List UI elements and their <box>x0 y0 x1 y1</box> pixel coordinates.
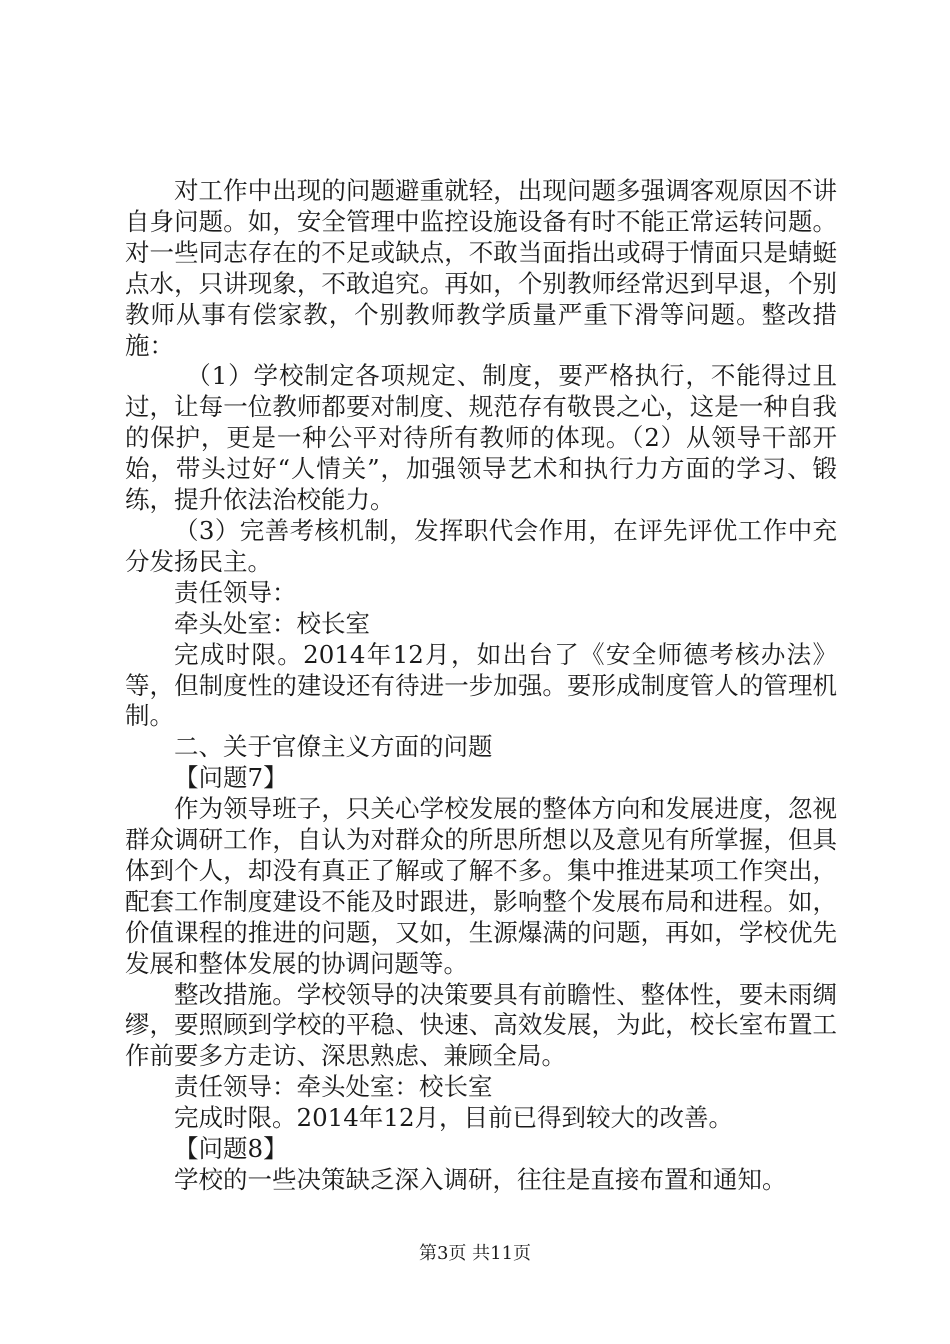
paragraph: 责任领导：牵头处室：校长室 <box>174 1072 493 1102</box>
paragraph: 整改措施。学校领导的决策要具有前瞻性、整体性，要未雨绸缪，要照顾到学校的平稳、快速、高效发展，为此，校长室布置工作前要多方走访、深思熟虑、兼顾全局。 <box>125 979 837 1071</box>
paragraph: 【问题8】 <box>174 1134 288 1164</box>
paragraph: 完成时限。2014年12月，如出台了《安全师德考核办法》等，但制度性的建设还有待进一步加强。要形成制度管人的管理机制。 <box>125 639 837 731</box>
paragraph: 牵头处室：校长室 <box>174 608 370 638</box>
paragraph: 二、关于官僚主义方面的问题 <box>174 732 493 762</box>
paragraph: 责任领导： <box>174 577 297 607</box>
page-number-footer: 第3页 共11页 <box>418 1243 532 1264</box>
paragraph: 【问题7】 <box>174 763 288 793</box>
paragraph: 对工作中出现的问题避重就轻，出现问题多强调客观原因不讲自身问题。如，安全管理中监控设施设备有时不能正常运转问题。对一些同志存在的不足或缺点，不敢当面指出或碍于情面只是蜻蜓点水，只讲现象，不敢追究。再如，个别教师经常迟到早退，个别教师从事有偿家教，个别教师教学质量严重下滑等问题。整改措施： <box>125 176 837 360</box>
paragraph: （3）完善考核机制，发挥职代会作用，在评先评优工作中充分发扬民主。 <box>125 515 837 576</box>
paragraph: 作为领导班子，只关心学校发展的整体方向和发展进度，忽视群众调研工作，自认为对群众的所思所想以及意见有所掌握，但具体到个人，却没有真正了解或了解不多。集中推进某项工作突出，配套工作制度建设不能及时跟进，影响整个发展布局和进程。如，价值课程的推进的问题，又如，生源爆满的问题，再如，学校优先发展和整体发展的协调问题等。 <box>125 794 837 978</box>
paragraph: （1）学校制定各项规定、制度，要严格执行，不能得过且过，让每一位教师都要对制度、规范存有敬畏之心，这是一种自我的保护，更是一种公平对待所有教师的体现。（2）从领导干部开始，带头过好“人情关”，加强领导艺术和执行力方面的学习、锻练，提升依法治校能力。 <box>125 361 837 515</box>
paragraph: 完成时限。2014年12月，目前已得到较大的改善。 <box>174 1103 734 1133</box>
paragraph: 学校的一些决策缺乏深入调研，往往是直接布置和通知。 <box>174 1165 787 1194</box>
document-body <box>125 176 837 1196</box>
